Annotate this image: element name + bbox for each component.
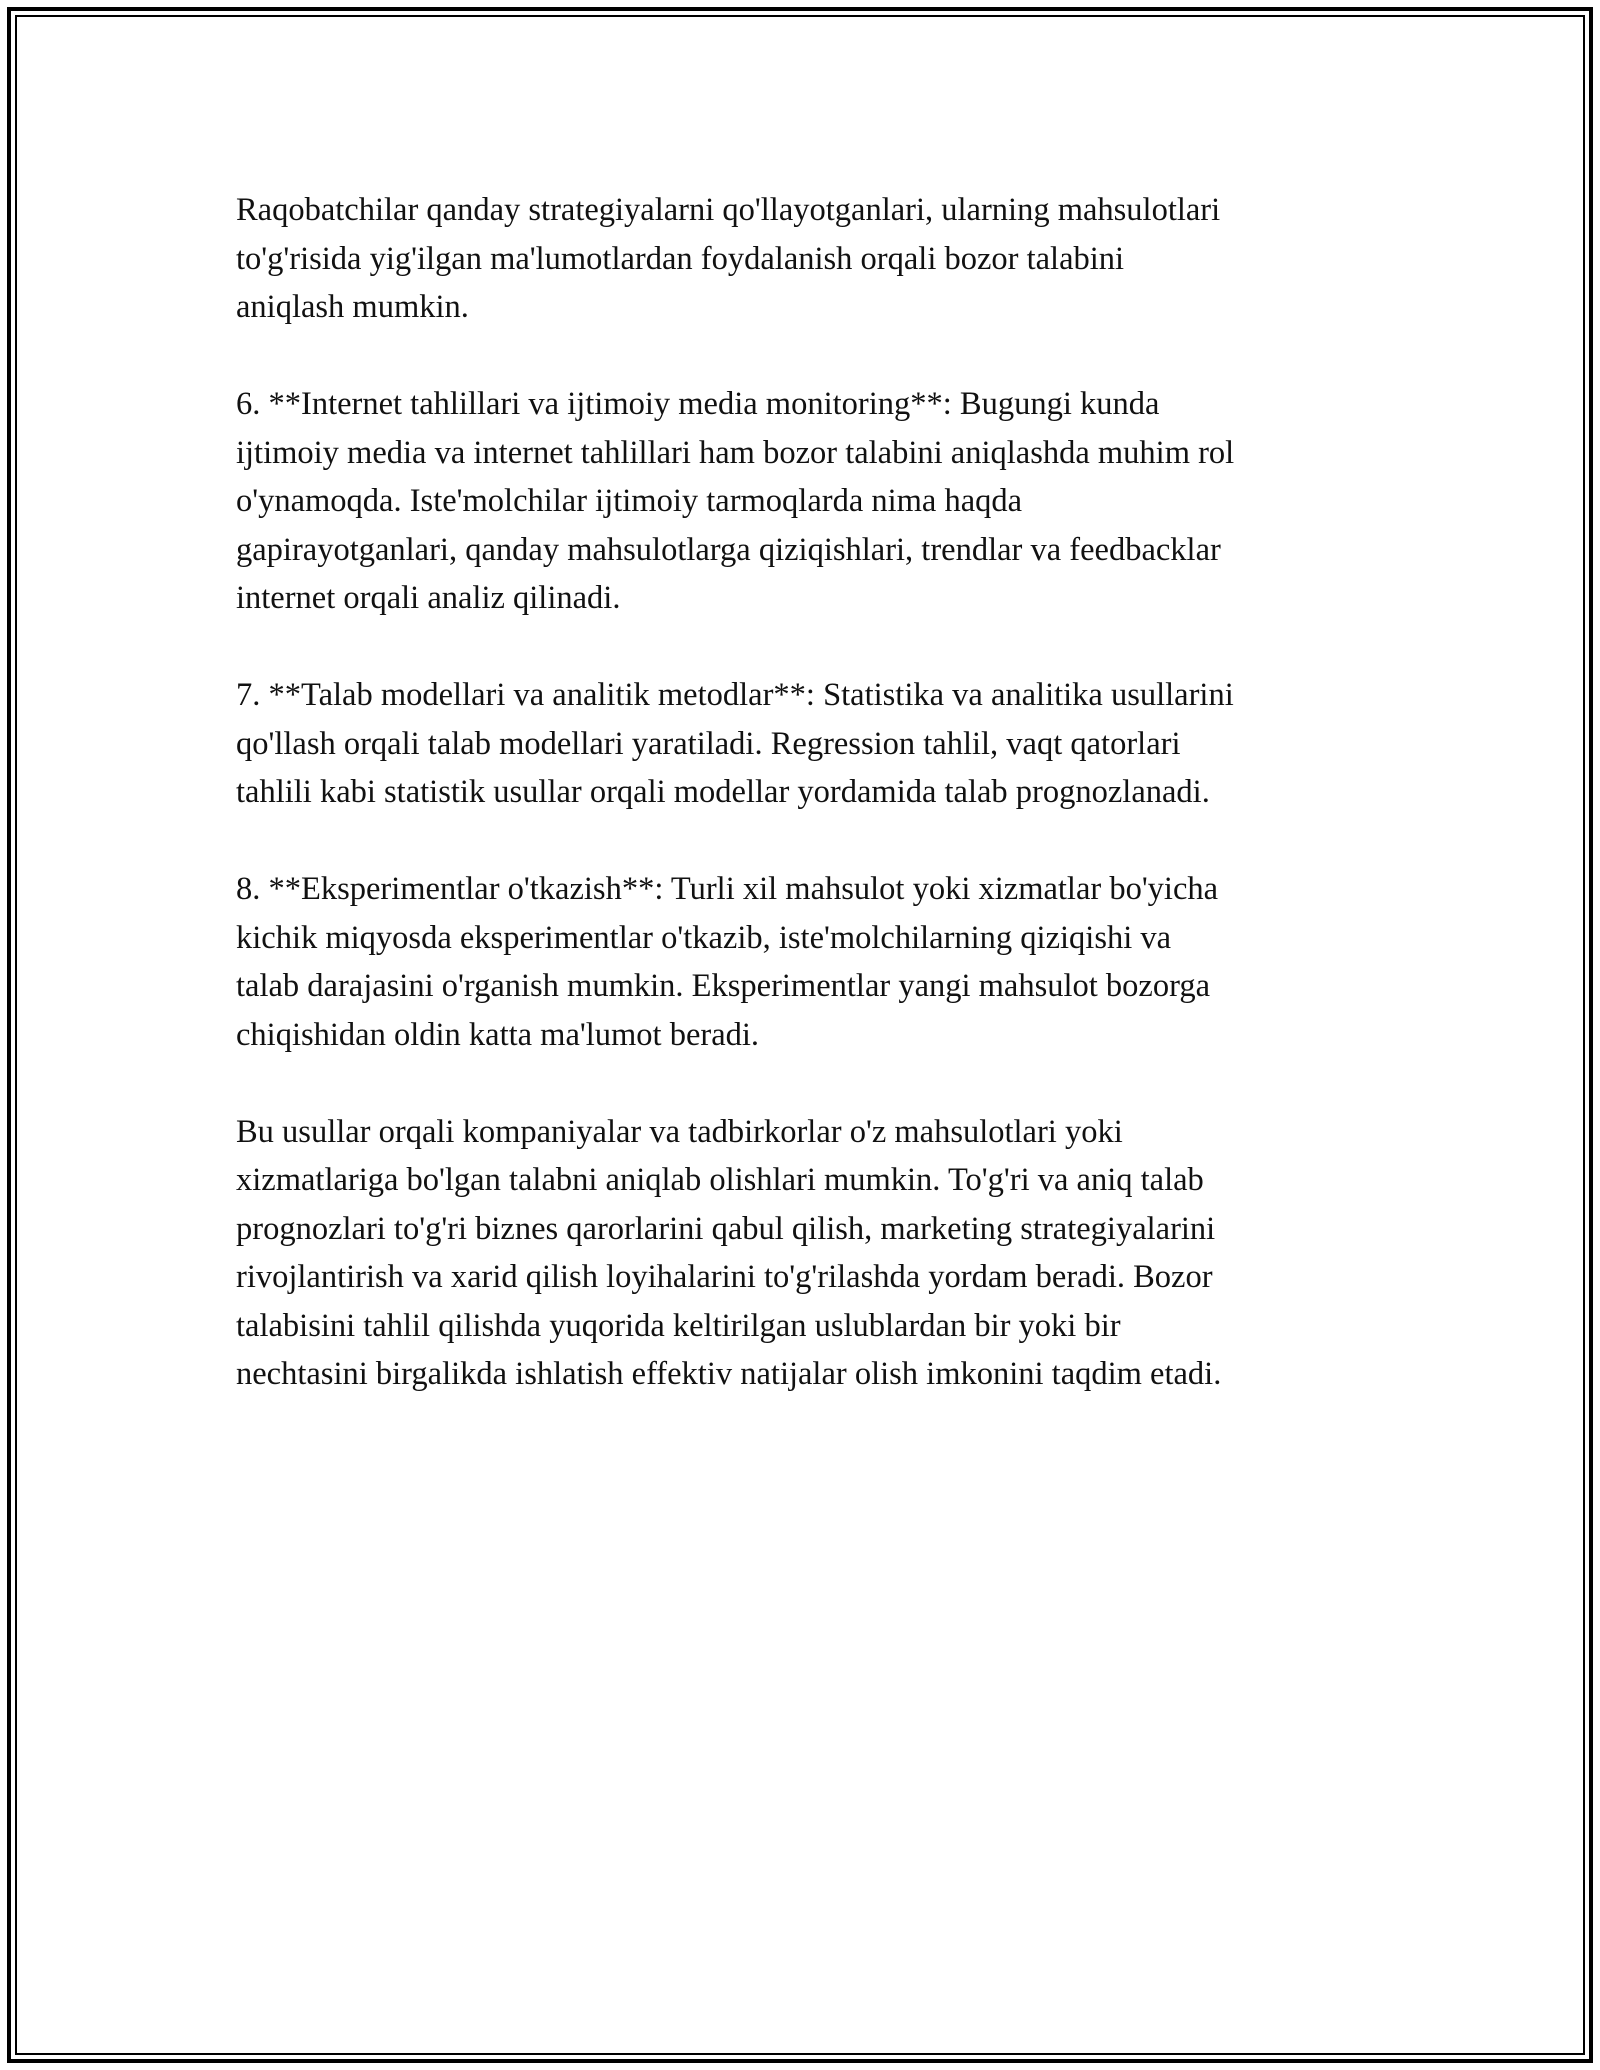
text-line: kichik miqyosda eksperimentlar o'tkazib, iste'molchilarning qiziqishi va bbox=[236, 919, 1172, 956]
text-line: gapirayotganlari, qanday mahsulotlarga qiziqishlari, trendlar va feedbacklar bbox=[236, 531, 1221, 568]
text-line: talabisini tahlil qilishda yuqorida keltirilgan uslublardan bir yoki bir bbox=[236, 1307, 1121, 1344]
text-line: internet orqali analiz qilinadi. bbox=[236, 580, 621, 616]
text-line: Bu usullar orqali kompaniyalar va tadbirkorlar o'z mahsulotlari yoki bbox=[236, 1113, 1123, 1150]
text-line: xizmatlariga bo'lgan talabni aniqlab olishlari mumkin. To'g'ri va aniq talab bbox=[236, 1162, 1204, 1198]
text-line: tahlili kabi statistik usullar orqali modellar yordamida talab prognozlanadi. bbox=[236, 774, 1210, 810]
paragraph-item-7 bbox=[236, 671, 1386, 817]
text-line: qo'llash orqali talab modellari yaratiladi. Regression tahlil, vaqt qatorlari bbox=[236, 725, 1181, 762]
text-line: rivojlantirish va xarid qilish loyihalarini to'g'rilashda yordam beradi. Bozor bbox=[236, 1259, 1213, 1295]
text-line: 6. **Internet tahlillari va ijtimoiy media monitoring**: Bugungi kunda bbox=[236, 386, 1160, 422]
text-line: o'ynamoqda. Iste'molchilar ijtimoiy tarmoqlarda nima haqda bbox=[236, 483, 1023, 519]
paragraph-item-8 bbox=[236, 865, 1386, 1059]
text-line: Raqobatchilar qanday strategiyalarni qo'llayotganlari, ularning mahsulotlari bbox=[236, 192, 1221, 228]
paragraph-competitors bbox=[236, 186, 1386, 332]
text-line: prognozlari to'g'ri biznes qarorlarini qabul qilish, marketing strategiyalarini bbox=[236, 1210, 1216, 1247]
text-line: 8. **Eksperimentlar o'tkazish**: Turli xil mahsulot yoki xizmatlar bo'yicha bbox=[236, 871, 1219, 907]
text-line: ijtimoiy media va internet tahlillari ham bozor talabini aniqlashda muhim rol bbox=[236, 434, 1235, 471]
text-line: talab darajasini o'rganish mumkin. Eksperimentlar yangi mahsulot bozorga bbox=[236, 968, 1211, 1004]
text-line: chiqishidan oldin katta ma'lumot beradi. bbox=[236, 1016, 760, 1053]
text-line: nechtasini birgalikda ishlatish effektiv natijalar olish imkonini taqdim etadi. bbox=[236, 1356, 1222, 1392]
text-line: aniqlash mumkin. bbox=[236, 289, 469, 325]
paragraph-item-6 bbox=[236, 380, 1386, 623]
text-line: to'g'risida yig'ilgan ma'lumotlardan foydalanish orqali bozor talabini bbox=[236, 240, 1125, 277]
text-line: 7. **Talab modellari va analitik metodlar**: Statistika va analitika usullarini bbox=[236, 677, 1234, 713]
paragraph-conclusion bbox=[236, 1108, 1386, 1399]
document-body bbox=[236, 186, 1386, 1399]
